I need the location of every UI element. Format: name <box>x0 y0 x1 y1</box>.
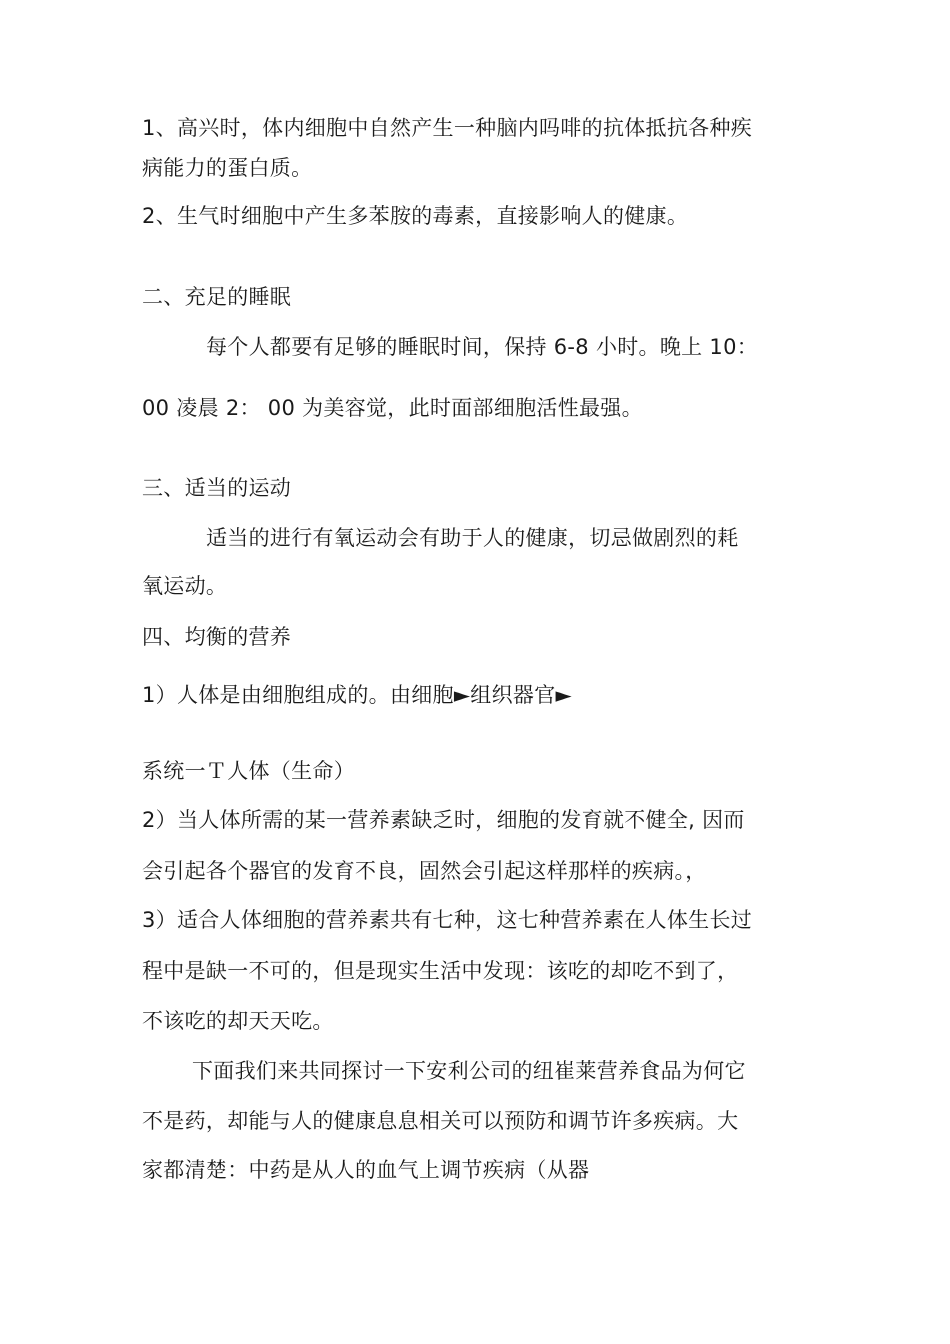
paragraph-line: 1、高兴时，体内细胞中自然产生一种脑内吗啡的抗体抵抗各种疾 <box>142 116 753 140</box>
paragraph-line: 程中是缺一不可的，但是现实生活中发现：该吃的却吃不到了， <box>142 959 739 983</box>
paragraph-line: 病能力的蛋白质。 <box>142 156 313 180</box>
list-item: 3）适合人体细胞的营养素共有七种，这七种营养素在人体生长过 <box>142 908 753 932</box>
section-heading: 四、均衡的营养 <box>142 625 292 649</box>
paragraph-line: 会引起各个器官的发育不良，固然会引起这样那样的疾病。， <box>142 859 707 883</box>
paragraph-line: 下面我们来共同探讨一下安利公司的纽崔莱营养食品为何它 <box>192 1059 746 1083</box>
paragraph-line: 氧运动。 <box>142 574 228 598</box>
paragraph-line: 家都清楚：中药是从人的血气上调节疾病（从器 <box>142 1158 590 1182</box>
paragraph-line: 2、生气时细胞中产生多苯胺的毒素，直接影响人的健康。 <box>142 204 689 228</box>
paragraph-line: 每个人都要有足够的睡眠时间，保持 6-8 小时。晚上 10： <box>206 335 759 359</box>
paragraph-line: 00 凌晨 2： 00 为美容觉，此时面部细胞活性最强。 <box>142 396 643 420</box>
paragraph-line: 适当的进行有氧运动会有助于人的健康，切忌做剧烈的耗 <box>206 526 739 550</box>
section-heading: 二、充足的睡眠 <box>142 285 292 309</box>
list-item: 2）当人体所需的某一营养素缺乏时，细胞的发育就不健全, 因而 <box>142 808 745 832</box>
paragraph-line: 系统一Ｔ人体（生命） <box>142 759 355 783</box>
paragraph-line: 不是药，却能与人的健康息息相关可以预防和调节许多疾病。大 <box>142 1109 739 1133</box>
list-item: 1）人体是由细胞组成的。由细胞►组织器官► <box>142 683 572 707</box>
section-heading: 三、适当的运动 <box>142 476 292 500</box>
paragraph-line: 不该吃的却天天吃。 <box>142 1009 334 1033</box>
